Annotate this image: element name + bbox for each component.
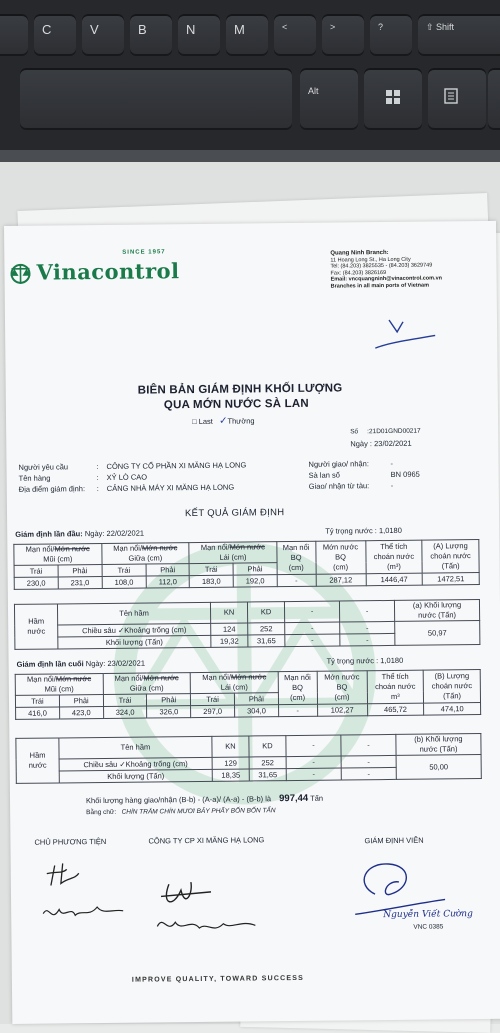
header-text: Mạn nổi/ [115,674,144,683]
initial-mark [371,313,441,354]
header-text-struck: Mớn nước [230,542,265,551]
summary-words-line [86,807,275,816]
table-cell: 416,0 [16,707,60,719]
table-cell: - [285,622,340,635]
header-text: (A) Lượng [433,541,468,550]
report-number [350,428,421,436]
inspector-code: VNC 0385 [413,923,443,930]
colon: : [97,472,99,483]
key-menu[interactable] [428,68,486,130]
tank-name-text: Khoảng trống (cm) [126,759,188,769]
header-text: Giữa (cm) [130,683,164,692]
table-cell: - [284,601,339,623]
owner-signature [41,859,132,930]
header-text: Thể tích [380,542,407,551]
mid-header [103,673,191,695]
summary-formula: Khối lượng hàng giao/nhận (B-b) - (A-a)/ (A-a) - (B-b) là [86,794,271,805]
stern-header [189,542,277,564]
tank-weight-label: Khối lượng (Tấn) [59,769,212,783]
check-icon: ✓ [219,416,228,427]
table-cell: 18,35 [212,769,249,781]
kd-header: KD [247,602,284,623]
option-last-label: Last [199,417,213,426]
table-cell: - [339,600,394,622]
header-text: Mạn nổi [283,543,310,552]
inspector-name: Nguyễn Viết Cường [383,909,473,920]
header-text-struck: Mớn nước [54,544,89,553]
branch-line: Fax: (84.203) 3826169 [330,270,386,277]
key-ctrl[interactable] [488,68,500,130]
branch-line: Branches in all main ports of Vietnam [331,283,429,290]
tank-name-header: Tên hầm [59,736,212,759]
key-label: N [186,22,195,37]
key-label: C [42,22,51,37]
port-header: Trái [103,694,147,706]
header-text: BQ [292,683,303,692]
table-cell: 304,0 [235,705,279,717]
displacement-header [423,670,480,704]
table-cell: - [341,755,396,768]
final-draft-table [15,669,481,720]
info-colons [96,461,98,494]
summary-value: 997,44 [279,793,308,804]
header-text-struck: Mớn nước [143,673,178,682]
tank-weight-label: Khối lượng (Tấn) [58,635,211,649]
header-text: m³ [391,692,400,701]
key-n[interactable] [178,14,220,56]
key-label: ? [378,22,383,32]
signature-title-owner: CHỦ PHƯƠNG TIỆN [34,837,106,847]
starboard-header: Phải [59,694,103,706]
colon: : [96,461,98,472]
starboard-header: Phải [147,694,191,706]
header-text: Lái (cm) [221,682,248,691]
table-cell: 108,0 [102,576,146,588]
table-cell: 252 [248,623,285,635]
mid-header [101,543,189,565]
table-cell: - [285,634,340,647]
starboard-header: Phải [58,564,102,576]
key-label: B [138,22,147,37]
tank-result-header [394,600,479,622]
header-text: (Tấn) [442,561,460,570]
header-text-struck: Mớn nước [142,543,177,552]
header-text: (m³) [387,562,401,571]
header-text: Lái (cm) [219,552,246,561]
header-text: BQ [336,682,347,691]
port-header: Trái [189,563,233,575]
table-cell: - [340,621,395,634]
avg-freeboard-header [278,671,317,704]
key-slash[interactable] [370,14,412,56]
info-left-values [106,459,246,493]
key-v[interactable] [82,14,124,56]
header-text: Mạn nổi/ [113,544,142,553]
table-cell: - [340,633,395,646]
info-label: Địa điểm giám định: [19,483,85,495]
slogan-footer: IMPROVE QUALITY, TOWARD SUCCESS [132,975,304,984]
header-text: Mớn nước [324,672,359,681]
tank-name-text: Chiều sâu [83,759,117,768]
result-label: (a) Khối lượng [413,600,461,610]
table-cell: 252 [249,757,286,769]
table-cell: 287,12 [316,574,366,587]
tank-result-header [396,734,481,756]
header-text: (cm) [290,693,305,702]
table-cell: 112,0 [146,576,189,588]
report-title-line1: BIÊN BẢN GIÁM ĐỊNH KHỐI LƯỢNG [138,382,343,396]
table-cell: 1472,51 [422,573,479,586]
info-label: Sà lan số [309,469,370,481]
info-right-values [390,458,420,491]
avg-draft-header [317,671,367,705]
key-windows[interactable] [364,68,422,130]
table-header-row [14,540,479,566]
initial-date: Ngày: 22/02/2021 [85,529,144,539]
report-type-options [192,415,255,427]
header-text: (Tấn) [443,691,461,700]
table-cell: - [286,768,341,781]
table-cell: 423,0 [59,706,103,718]
kd-header: KD [249,736,286,757]
key-label: Alt [308,86,319,96]
header-text: Mũi (cm) [43,554,72,563]
table-cell: 230,0 [14,577,58,589]
keyboard [0,0,500,162]
since-text: SINCE 1957 [122,249,165,255]
key-label: < [282,22,287,32]
key-b[interactable] [130,14,172,56]
words-label: Bằng chữ: [86,809,116,816]
table-cell: 19,32 [211,635,248,647]
header-text: Giữa (cm) [128,553,162,562]
final-gravity: Tỷ trọng nước : 1,0180 [327,656,404,666]
info-right-labels [308,458,369,492]
tank-name-text: Chiều sâu [82,625,116,634]
summary-words: CHÍN TRĂM CHÍN MƯƠI BẢY PHẨY BỐN BỐN TẤN [122,807,276,816]
port-header: Trái [102,564,146,576]
info-label: Tên hàng [19,472,85,484]
key-k[interactable] [0,14,28,56]
scale-logo-icon [8,263,32,285]
info-label: Giao/ nhận từ tàu: [309,480,370,492]
key-label: > [330,22,335,32]
report-title-line2: QUA MỚN NƯỚC SÀ LAN [164,398,309,412]
initial-gravity: Tỷ trọng nước : 1,0180 [325,526,402,536]
info-label: Người yêu cầu [18,461,84,473]
table-cell: 31,65 [248,635,285,647]
table-cell: - [341,767,396,780]
tank-label-text: Hầm [30,751,46,760]
starboard-header: Phải [234,693,278,705]
checkbox-last[interactable]: □ [192,417,197,426]
table-cell: - [278,704,317,716]
header-text: (cm) [333,562,348,571]
info-left-labels [18,461,85,495]
table-cell: - [286,756,341,769]
table-cell: 324,0 [103,706,147,718]
menu-icon [444,88,458,104]
header-text: choán nước [374,552,414,561]
header-text: Mạn nổi/ [26,544,55,553]
header-text: Mạn nổi [284,673,311,682]
port-header: Trái [15,695,59,707]
info-value: BN 0965 [391,469,420,480]
header-text: choán nước [432,681,472,690]
table-cell: 326,0 [147,706,191,718]
header-text: (cm) [334,692,349,701]
table-cell: 192,0 [233,575,277,587]
header-text: Mạn nổi/ [27,674,56,683]
port-header: Trái [14,565,58,577]
table-cell: 129 [212,757,249,769]
branch-info [330,249,442,290]
starboard-header: Phải [233,563,277,575]
result-label: nước (Tấn) [418,610,456,619]
signature-title-inspector: GIÁM ĐỊNH VIÊN [364,836,423,846]
table-cell: 31,65 [249,769,286,781]
tank-result-value: 50,97 [395,621,480,646]
initial-tank-table [14,599,480,650]
info-value: - [391,480,420,491]
company-logo [8,258,179,285]
option-thuong-label: Thường [227,416,254,425]
branch-title: Quang Ninh Branch: [330,250,388,257]
header-text: (B) Lượng [435,671,470,680]
header-text: Mạn nổi/ [201,543,230,552]
so-label: Số [350,428,358,435]
table-cell: - [277,574,316,586]
header-text: (cm) [289,563,304,572]
volume-header [365,540,422,574]
windows-icon [386,90,400,104]
key-comma[interactable] [274,14,316,56]
kn-header: KN [212,736,249,757]
shift-icon: ⇧ [426,22,436,33]
branch-line: 11 Hoang Long St., Ha Long City [330,256,410,263]
initial-survey-label [15,529,144,539]
initial-draft-table [13,539,479,590]
key-period[interactable] [322,14,364,56]
header-text: choán nước [430,551,470,560]
key-m[interactable] [226,14,268,56]
key-shift[interactable] [418,14,500,56]
table-cell: - [286,735,341,757]
stern-header [190,672,278,694]
tank-label [14,604,57,649]
starboard-header: Phải [146,564,189,576]
ngay-value: : 23/02/2021 [370,439,412,448]
final-date: Ngày: 23/02/2021 [86,659,145,669]
header-text: choán nước [375,682,415,691]
summary-unit: Tấn [310,794,323,803]
volume-header [367,670,424,704]
kn-header: KN [210,602,247,623]
key-label: V [90,22,99,37]
summary-line [86,793,323,806]
displacement-header [422,540,479,574]
table-cell: 1446,47 [366,573,423,586]
info-value: - [390,458,419,469]
tank-name-text: Khoảng trống (cm) [124,625,186,635]
info-label: Người giao/ nhận: [308,458,369,470]
key-label: Shift [436,22,454,32]
bow-header [15,673,103,695]
ngay-label: Ngày [350,439,368,448]
inspection-report [4,221,500,1024]
avg-freeboard-header [277,541,316,574]
result-label: (b) Khối lượng [414,734,462,744]
result-title: KẾT QUẢ GIÁM ĐỊNH [185,507,285,519]
tank-label-text: Hầm [28,617,44,626]
so-value: :21D01GND00217 [367,428,421,436]
tank-label-text: nước [29,761,47,770]
info-value: XỶ LÒ CAO [107,470,247,482]
key-label: M [234,22,245,37]
report-date [350,439,411,449]
header-text: Mạn nổi/ [202,673,231,682]
final-tank-table [15,733,481,784]
initial-label: Giám định lần đầu: [15,529,83,539]
table-cell: 231,0 [58,576,102,588]
key-c[interactable] [34,14,76,56]
header-text: Mớn nước [323,542,358,551]
final-survey-label [17,659,145,669]
table-cell: 183,0 [189,575,233,587]
table-cell: - [341,734,396,756]
info-value: CÔNG TY CỔ PHẦN XI MĂNG HẠ LONG [106,459,246,471]
branch-line: Tel: (84.203) 3825535 - (84.203) 3629749 [330,263,432,270]
table-cell: 124 [211,623,248,635]
info-value: CẢNG NHÀ MÁY XI MĂNG HẠ LONG [107,481,247,493]
result-label: nước (Tấn) [420,744,458,753]
port-header: Trái [191,693,235,705]
tank-result-value: 50,00 [396,755,481,780]
key-alt[interactable] [300,68,358,130]
header-text: Thể tích [382,672,409,681]
check-icon: ✓ [118,625,124,634]
signature-title-company: CÔNG TY CP XI MĂNG HẠ LONG [148,835,264,845]
tank-label-text: nước [27,627,45,636]
header-text: BQ [291,553,302,562]
table-cell: 465,72 [367,703,424,716]
check-icon: ✓ [119,759,125,768]
colon: : [97,483,99,494]
final-label: Giám định lần cuối [17,659,84,669]
table-header-row [15,670,480,696]
table-cell: 102,27 [317,704,367,717]
table-cell: 297,0 [191,705,235,717]
header-text: BQ [335,552,346,561]
header-text-struck: Mớn nước [231,672,266,681]
avg-draft-header [315,541,365,575]
company-signature [151,863,272,940]
tank-name-header: Tên hầm [57,602,210,625]
tank-label [16,738,59,783]
key-space[interactable] [20,68,292,130]
bow-header [14,543,102,565]
table-cell: 474,10 [424,703,481,716]
header-text-struck: Mớn nước [56,674,91,683]
company-name: Vinacontrol [36,258,179,284]
branch-line: Email: vncquangninh@vinacontrol.com.vn [331,276,442,283]
header-text: Mũi (cm) [45,684,74,693]
